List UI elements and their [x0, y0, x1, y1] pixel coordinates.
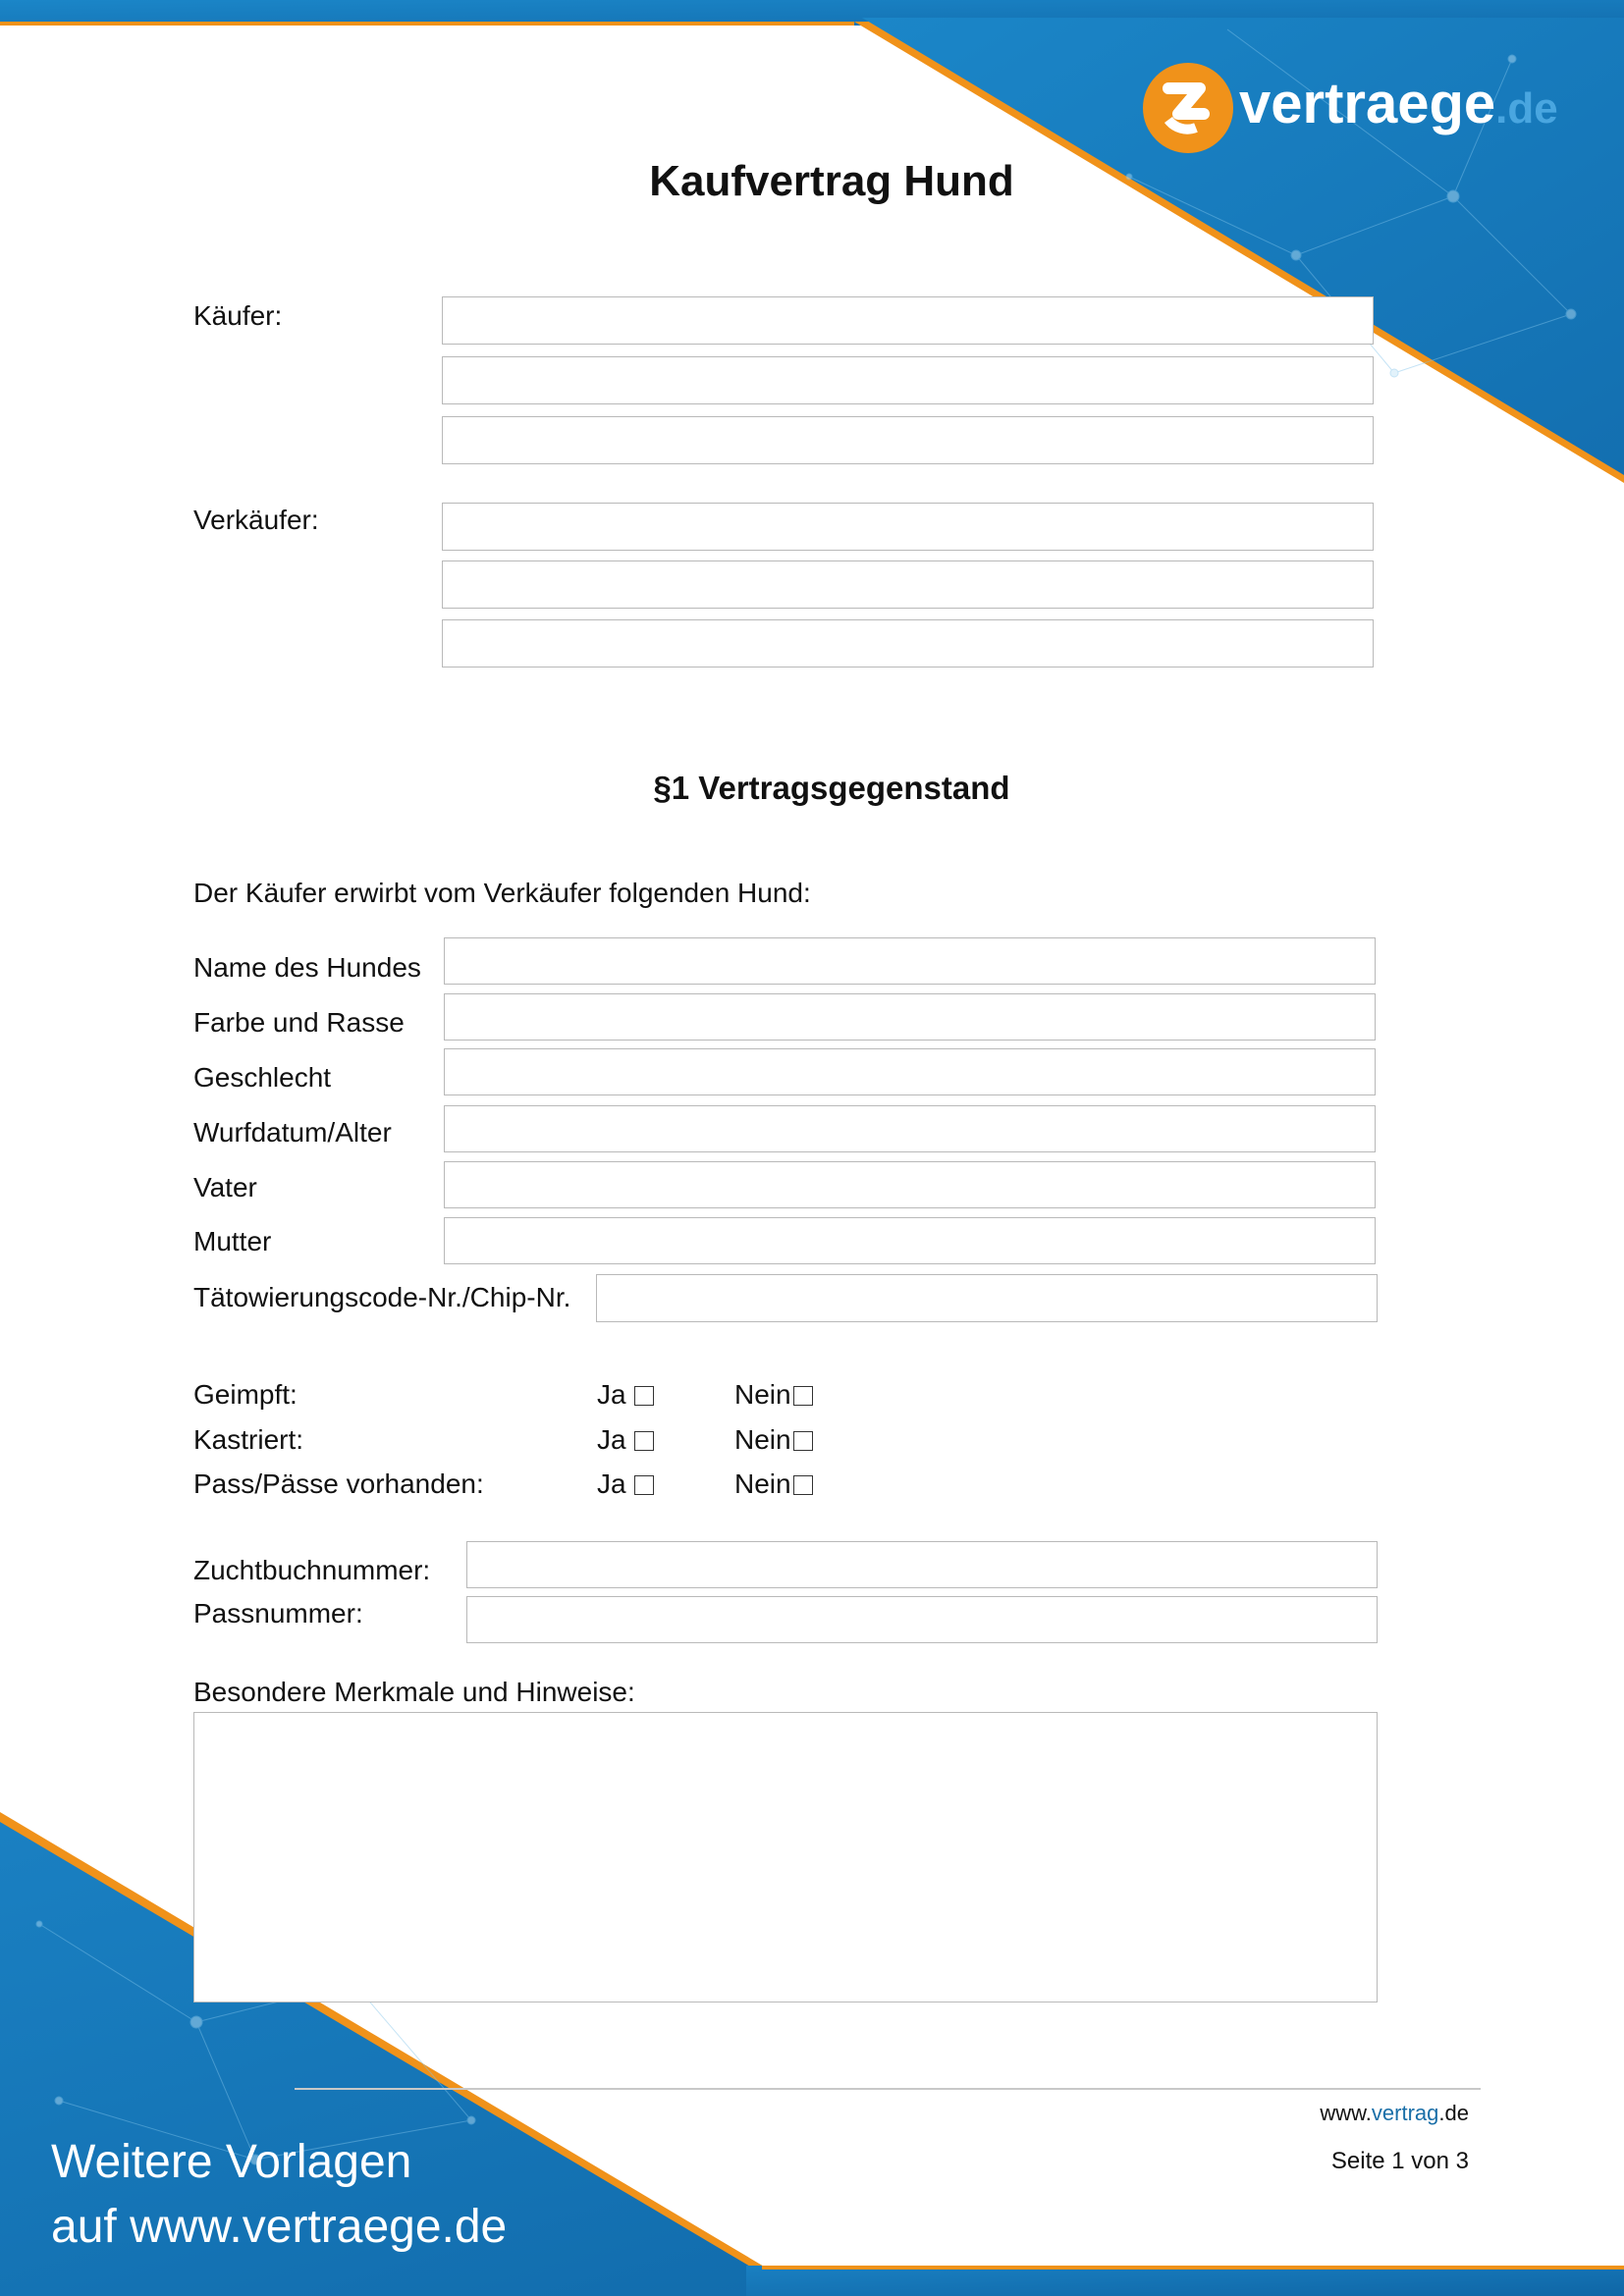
seller-field-2[interactable]: [442, 561, 1374, 609]
notes-label: Besondere Merkmale und Hinweise:: [193, 1677, 635, 1707]
mother-label: Mutter: [193, 1226, 272, 1256]
checkbox-icon[interactable]: [793, 1475, 813, 1495]
mother-field[interactable]: [444, 1217, 1376, 1264]
chip-number-field[interactable]: [596, 1274, 1378, 1322]
no-label: Nein: [734, 1424, 791, 1455]
url-suffix: .de: [1438, 2101, 1469, 2125]
buyer-field-2[interactable]: [442, 356, 1374, 404]
logo-mark-icon: [1139, 59, 1237, 157]
logo[interactable]: [1139, 59, 1237, 157]
no-label: Nein: [734, 1468, 791, 1499]
yes-label: Ja: [597, 1468, 626, 1499]
section-1-heading: §1 Vertragsgegenstand: [653, 770, 1010, 806]
promo-text[interactable]: [51, 2130, 507, 2260]
logo-text: vertraege: [1239, 72, 1496, 135]
url-accent: vertrag: [1371, 2101, 1439, 2125]
neutered-no[interactable]: [734, 1424, 813, 1456]
yes-label: Ja: [597, 1379, 626, 1410]
neutered-yes[interactable]: [597, 1424, 654, 1456]
passport-no[interactable]: [734, 1468, 813, 1500]
studbook-field[interactable]: [466, 1541, 1378, 1588]
sex-label: Geschlecht: [193, 1062, 332, 1093]
yes-label: Ja: [597, 1424, 626, 1455]
vaccinated-no[interactable]: [734, 1379, 813, 1411]
dog-name-label: Name des Hundes: [193, 952, 421, 983]
seller-label: Verkäufer:: [193, 505, 319, 535]
document-title: Kaufvertrag Hund: [649, 157, 1014, 205]
no-label: Nein: [734, 1379, 791, 1410]
dog-name-field[interactable]: [444, 937, 1376, 985]
seller-field-1[interactable]: [442, 503, 1374, 551]
sex-field[interactable]: [444, 1048, 1376, 1095]
promo-line-1: Weitere Vorlagen: [51, 2136, 412, 2188]
checkbox-icon[interactable]: [634, 1386, 654, 1406]
buyer-label: Käufer:: [193, 300, 283, 331]
logo-wordmark: [1239, 71, 1558, 136]
passport-number-field[interactable]: [466, 1596, 1378, 1643]
page-number: Seite 1 von 3: [1330, 2148, 1469, 2174]
birthdate-label: Wurfdatum/Alter: [193, 1117, 392, 1148]
neutered-label: Kastriert:: [193, 1424, 304, 1455]
checkbox-icon[interactable]: [793, 1386, 813, 1406]
vaccinated-yes[interactable]: [597, 1379, 654, 1411]
passport-label: Pass/Pässe vorhanden:: [193, 1468, 484, 1499]
passport-yes[interactable]: [597, 1468, 654, 1500]
passport-number-label: Passnummer:: [193, 1598, 363, 1629]
father-label: Vater: [193, 1172, 257, 1202]
buyer-field-3[interactable]: [442, 416, 1374, 464]
notes-textarea[interactable]: [193, 1712, 1378, 2002]
promo-line-2: auf www.vertraege.de: [51, 2201, 508, 2253]
vaccinated-label: Geimpft:: [193, 1379, 298, 1410]
checkbox-icon[interactable]: [634, 1475, 654, 1495]
buyer-field-1[interactable]: [442, 296, 1374, 345]
studbook-label: Zuchtbuchnummer:: [193, 1555, 431, 1585]
father-field[interactable]: [444, 1161, 1376, 1208]
birthdate-field[interactable]: [444, 1105, 1376, 1152]
section-1-intro: Der Käufer erwirbt vom Verkäufer folgenden Hund:: [193, 878, 811, 908]
url-prefix: www.: [1320, 2101, 1372, 2125]
logo-tld: .de: [1495, 84, 1558, 133]
chip-number-label: Tätowierungscode-Nr./Chip-Nr.: [193, 1282, 571, 1312]
color-breed-label: Farbe und Rasse: [193, 1007, 405, 1038]
checkbox-icon[interactable]: [634, 1431, 654, 1451]
checkbox-icon[interactable]: [793, 1431, 813, 1451]
seller-field-3[interactable]: [442, 619, 1374, 667]
color-breed-field[interactable]: [444, 993, 1376, 1041]
footer-url[interactable]: [1320, 2101, 1469, 2126]
